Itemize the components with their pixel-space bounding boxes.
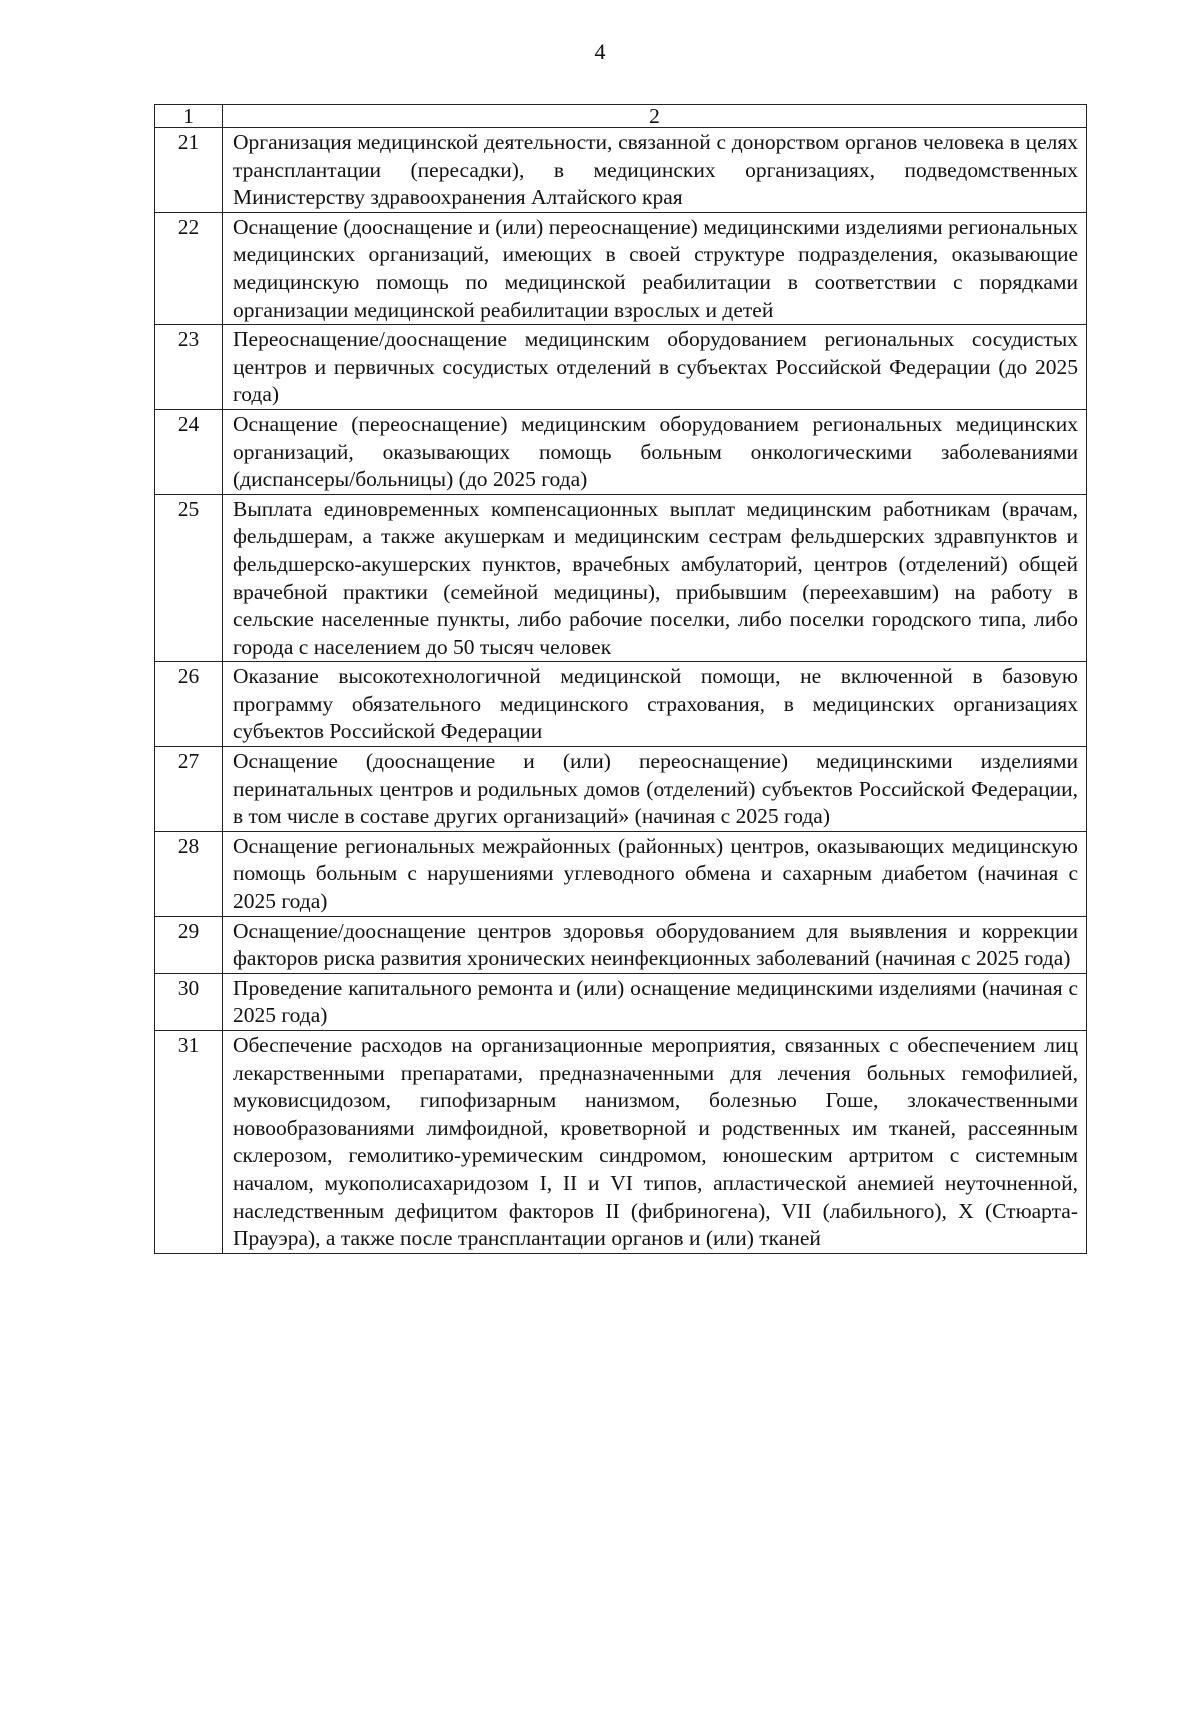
table-row bbox=[155, 128, 1087, 213]
row-description: Выплата единовременных компенсационных выплат медицинским работникам (врачам, фельдшерам, а также акушеркам и медицинским сестрам фельдшерских здравпунктов и фельдшерско-акушерских пунктов, врачебных амбулаторий, центров (отделений) общей врачебной практики (семейной медицины), прибывшим (переехавшим) на работу в сельские населенные пункты, либо рабочие поселки, либо поселки городского типа, либо города с населением до 50 тысяч человек bbox=[223, 494, 1087, 662]
table-row bbox=[155, 409, 1087, 494]
row-description: Обеспечение расходов на организационные мероприятия, связанных с обеспечением лиц лекарственными препаратами, предназначенными для лечения больных гемофилией, муковисцидозом, гипофизарным нанизмом, болезнью Гоше, злокачественными новообразованиями лимфоидной, кроветворной и родственных им тканей, рассеянным склерозом, гемолитико-уремическим синдромом, юношеским артритом с системным началом, мукополисахаридозом I, II и VI типов, апластической анемией неуточненной, наследственным дефицитом факторов II (фибриногена), VII (лабильного), X (Стюарта-Прауэра), а также после трансплантации органов и (или) тканей bbox=[223, 1031, 1087, 1254]
table-row bbox=[155, 325, 1087, 410]
measures-table bbox=[154, 104, 1087, 1254]
row-description: Оснащение региональных межрайонных (районных) центров, оказывающих медицинскую помощь больным с нарушениями углеводного обмена и сахарным диабетом (начиная с 2025 года) bbox=[223, 831, 1087, 916]
row-number: 25 bbox=[155, 494, 223, 662]
row-description: Организация медицинской деятельности, связанной с донорством органов человека в целях трансплантации (пересадки), в медицинских организациях, подведомственных Министерству здравоохранения Алтайского края bbox=[223, 128, 1087, 213]
row-number: 24 bbox=[155, 409, 223, 494]
row-number: 23 bbox=[155, 325, 223, 410]
table-row bbox=[155, 1031, 1087, 1254]
table-header-row bbox=[155, 105, 1087, 128]
row-number: 27 bbox=[155, 747, 223, 832]
column-header-description: 2 bbox=[223, 105, 1087, 128]
table-row bbox=[155, 747, 1087, 832]
row-description: Переоснащение/дооснащение медицинским оборудованием региональных сосудистых центров и первичных сосудистых отделений в субъектах Российской Федерации (до 2025 года) bbox=[223, 325, 1087, 410]
row-description: Проведение капитального ремонта и (или) оснащение медицинскими изделиями (начиная с 2025 года) bbox=[223, 973, 1087, 1030]
row-number: 22 bbox=[155, 212, 223, 324]
table-row bbox=[155, 916, 1087, 973]
row-number: 31 bbox=[155, 1031, 223, 1254]
row-description: Оказание высокотехнологичной медицинской помощи, не включенной в базовую программу обязательного медицинского страхования, в медицинских организациях субъектов Российской Федерации bbox=[223, 662, 1087, 747]
table-row bbox=[155, 494, 1087, 662]
page-number: 4 bbox=[594, 39, 606, 64]
row-number: 29 bbox=[155, 916, 223, 973]
row-description: Оснащение (дооснащение и (или) переоснащение) медицинскими изделиями региональных медицинских организаций, имеющих в своей структуре подразделения, оказывающие медицинскую помощь по медицинской реабилитации в соответствии с порядками организации медицинской реабилитации взрослых и детей bbox=[223, 212, 1087, 324]
table-row bbox=[155, 973, 1087, 1030]
table-row bbox=[155, 831, 1087, 916]
row-number: 30 bbox=[155, 973, 223, 1030]
row-description: Оснащение (переоснащение) медицинским оборудованием региональных медицинских организаций, оказывающих помощь больным онкологическими заболеваниями (диспансеры/больницы) (до 2025 года) bbox=[223, 409, 1087, 494]
column-header-number: 1 bbox=[155, 105, 223, 128]
table-row bbox=[155, 662, 1087, 747]
row-number: 26 bbox=[155, 662, 223, 747]
table-row bbox=[155, 212, 1087, 324]
row-description: Оснащение (дооснащение и (или) переоснащение) медицинскими изделиями перинатальных центров и родильных домов (отделений) субъектов Российской Федерации, в том числе в составе других организаций» (начиная с 2025 года) bbox=[223, 747, 1087, 832]
row-number: 28 bbox=[155, 831, 223, 916]
row-number: 21 bbox=[155, 128, 223, 213]
row-description: Оснащение/дооснащение центров здоровья оборудованием для выявления и коррекции факторов риска развития хронических неинфекционных заболеваний (начиная с 2025 года) bbox=[223, 916, 1087, 973]
